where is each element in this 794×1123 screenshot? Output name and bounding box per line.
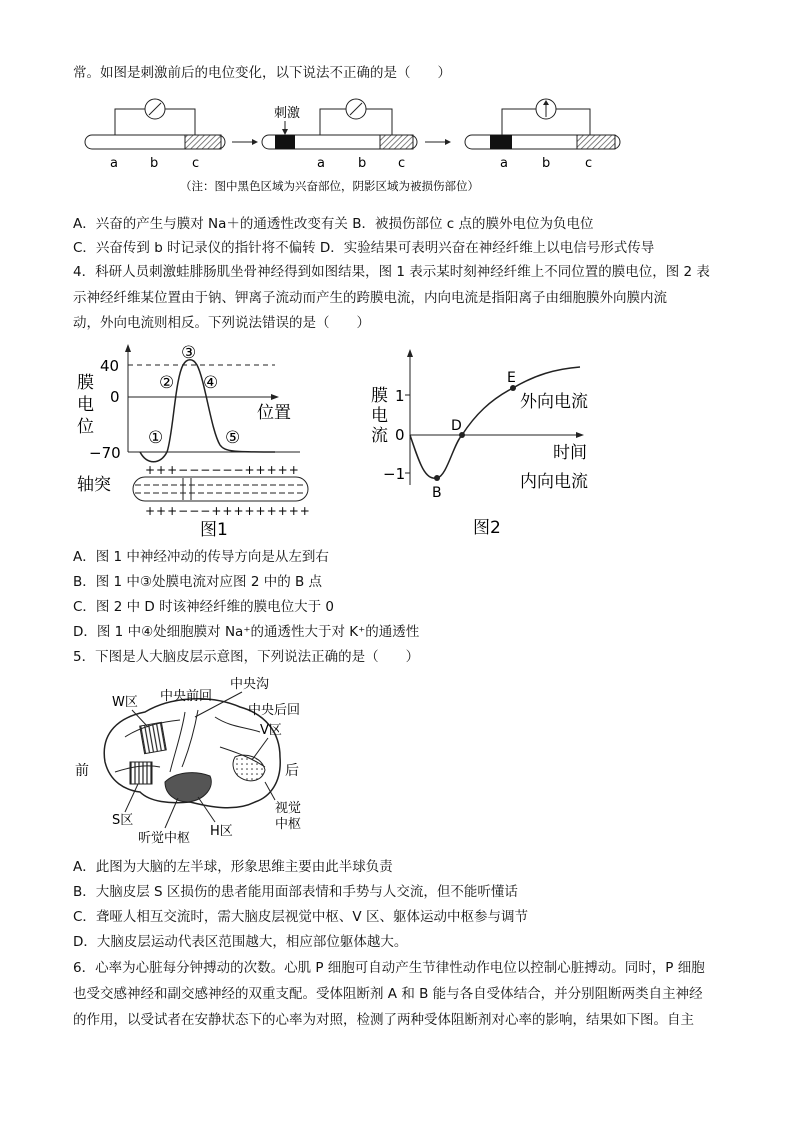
q5-h-area: H区	[210, 824, 233, 839]
fig1-bottom-charges: +++−−−+++++++++	[145, 504, 311, 518]
fig2-y-label-2: 电	[371, 406, 388, 426]
q5-v-area: V区	[260, 723, 282, 738]
q4-stem-3: 动，外向电流则相反。下列说法错误的是（ ）	[73, 315, 370, 331]
q5-auditory: 听觉中枢	[138, 831, 191, 846]
fig2-y-label-1: 膜	[371, 386, 388, 406]
q3-panel-3	[465, 99, 620, 171]
q4-stem-1: 4．科研人员刺激蛙腓肠肌坐骨神经得到如图结果，图 1 表示某时刻神经纤维上不同位置的膜电位，图 2 表	[73, 264, 710, 280]
q5-stem: 5．下图是人大脑皮层示意图，下列说法正确的是（ ）	[73, 649, 420, 665]
q5-brain-figure	[70, 672, 330, 852]
q5-precentral: 中央前回	[160, 689, 213, 704]
fig1-caption: 图1	[200, 520, 228, 540]
q5-w-area: W区	[112, 695, 138, 710]
q3-nerve-figure	[80, 95, 640, 200]
fig1-point-2: ②	[159, 373, 175, 393]
fig1-point-5: ⑤	[225, 428, 241, 448]
q4-figure-2	[365, 345, 625, 540]
q5-option-c: C．聋哑人相互交流时，需大脑皮层视觉中枢、V 区、躯体运动中枢参与调节	[73, 909, 528, 925]
fig1-top-charges: +++−−−−−−+++++	[145, 463, 300, 477]
q4-figure-1	[75, 340, 315, 540]
fig1-axon-label: 轴突	[77, 475, 111, 495]
fig2-caption: 图2	[473, 518, 501, 538]
fig1-point-3: ③	[181, 343, 197, 363]
fig2-tick-0: 0	[395, 426, 405, 444]
fig1-y-label-1: 膜	[77, 373, 94, 393]
svg-text:b: b	[542, 156, 551, 171]
q3-options-cd: C．兴奋传到 b 时记录仪的指针将不偏转 D．实验结果可表明兴奋在神经纤维上以电信号形式传导	[73, 240, 655, 256]
q3-panel-1	[85, 99, 225, 171]
q6-line-3: 的作用，以受试者在安静状态下的心率为对照，检测了两种受体阻断剂对心率的影响，结果如下图。自主	[73, 1012, 694, 1028]
fig1-tick-40: 40	[100, 357, 120, 375]
fig1-y-label-2: 电	[77, 395, 94, 415]
fig1-point-4: ④	[203, 373, 219, 393]
q5-back: 后	[285, 763, 299, 779]
svg-text:a: a	[317, 156, 325, 171]
q5-front: 前	[75, 763, 89, 779]
fig2-inward-label: 内向电流	[520, 472, 588, 492]
fig1-tick-m70: −70	[89, 444, 121, 462]
q4-option-a: A．图 1 中神经冲动的传导方向是从左到右	[73, 549, 329, 565]
fig2-point-B: B	[432, 485, 442, 501]
fig1-y-label-3: 位	[77, 417, 94, 437]
q5-option-d: D．大脑皮层运动代表区范围越大，相应部位躯体越大。	[73, 934, 408, 950]
q3-b-label: b	[150, 156, 159, 171]
q3-stem: 常。如图是刺激前后的电位变化，以下说法不正确的是（ ）	[73, 65, 451, 81]
q3-fig-note: （注：图中黑色区域为兴奋部位，阴影区域为被损伤部位）	[180, 179, 479, 193]
fig2-point-E: E	[507, 370, 516, 386]
fig2-point-D: D	[451, 418, 462, 434]
q5-visual-1: 视觉	[275, 801, 302, 816]
q5-postcentral: 中央后回	[248, 703, 301, 718]
fig1-point-1: ①	[148, 428, 164, 448]
svg-text:c: c	[585, 156, 593, 171]
q3-a-label: a	[110, 156, 118, 171]
q5-option-b: B．大脑皮层 S 区损伤的患者能用面部表情和手势与人交流，但不能听懂话	[73, 884, 518, 900]
fig2-x-label: 时间	[553, 443, 587, 463]
q3-c-label: c	[192, 156, 200, 171]
svg-text:b: b	[358, 156, 367, 171]
q4-option-c: C．图 2 中 D 时该神经纤维的膜电位大于 0	[73, 599, 334, 615]
q4-option-d: D．图 1 中④处细胞膜对 Na⁺的通透性大于对 K⁺的通透性	[73, 624, 420, 640]
svg-text:a: a	[500, 156, 508, 171]
q5-option-a: A．此图为大脑的左半球，形象思维主要由此半球负责	[73, 859, 393, 875]
fig2-tick-1: 1	[395, 387, 405, 405]
q5-s-area: S区	[112, 813, 134, 828]
fig2-tick-m1: −1	[383, 465, 406, 483]
q5-visual-2: 中枢	[275, 817, 302, 832]
q3-panel-2	[262, 99, 417, 171]
q3-options-ab: A．兴奋的产生与膜对 Na＋的通透性改变有关 B．被损伤部位 c 点的膜外电位为负电位	[73, 216, 594, 232]
q4-option-b: B．图 1 中③处膜电流对应图 2 中的 B 点	[73, 574, 323, 590]
fig1-x-label: 位置	[257, 403, 291, 423]
q4-stem-2: 示神经纤维某位置由于钠、钾离子流动而产生的跨膜电流，内向电流是指阳离子由细胞膜外向膜内流	[73, 290, 667, 306]
fig2-y-label-3: 流	[371, 426, 388, 446]
q6-line-1: 6．心率为心脏每分钟搏动的次数。心肌 P 细胞可自动产生节律性动作电位以控制心脏搏动。同时，P 细胞	[73, 960, 705, 976]
fig2-outward-label: 外向电流	[520, 392, 588, 412]
q3-stim-label: 刺激	[274, 106, 301, 121]
q6-line-2: 也受交感神经和副交感神经的双重支配。受体阻断剂 A 和 B 能与各自受体结合，并分别阻断两类自主神经	[73, 986, 703, 1002]
q5-sulcus: 中央沟	[230, 677, 270, 692]
svg-text:c: c	[398, 156, 406, 171]
fig1-tick-0: 0	[110, 388, 120, 406]
